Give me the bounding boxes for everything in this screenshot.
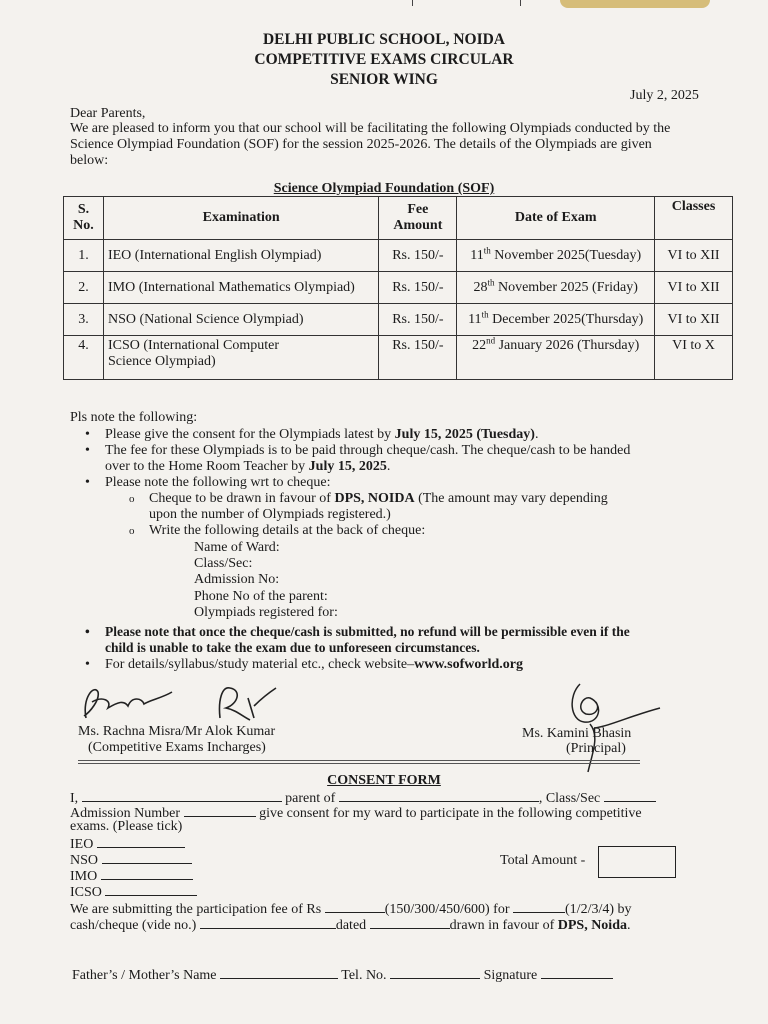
circular-title: COMPETITIVE EXAMS CIRCULAR [254, 51, 514, 68]
option-ieo: IEO [70, 835, 185, 853]
cheque-number-field[interactable] [200, 916, 336, 929]
signature-field[interactable] [541, 966, 613, 979]
tel-field[interactable] [390, 966, 480, 979]
guardian-name-field[interactable] [220, 966, 338, 979]
edge-mark [520, 0, 521, 6]
wing-title: SENIOR WING [330, 71, 438, 88]
ieo-tick-field[interactable] [97, 835, 185, 848]
cell-classes: VI to XII [655, 240, 733, 272]
cell-sno: 4. [64, 336, 104, 380]
cell-classes: VI to XII [655, 272, 733, 304]
intro-line: Science Olympiad Foundation (SOF) for the session 2025-2026. The details of the Olympiads are given [70, 137, 652, 152]
refund-note-cont: child is unable to take the exam due to unforeseen circumstances. [105, 640, 480, 655]
header-sno: S. No. [64, 197, 104, 240]
incharge-names: Ms. Rachna Misra/Mr Alok Kumar [78, 724, 276, 739]
option-nso: NSO [70, 851, 192, 869]
consent-tick-prompt: exams. (Please tick) [70, 819, 183, 834]
consent-line-2: Admission Number give consent for my ward to participate in the following competitive [70, 806, 642, 821]
cell-classes: VI to XII [655, 304, 733, 336]
salutation: Dear Parents, [70, 106, 146, 121]
principal-role: (Principal) [566, 741, 626, 756]
signature-line: Father’s / Mother’s Name Tel. No. Signature [72, 966, 613, 984]
cheque-subpoint-cont: upon the number of Olympiads registered.) [149, 507, 391, 522]
intro-line: below: [70, 153, 109, 168]
incharge-role: (Competitive Exams Incharges) [88, 740, 266, 755]
olympiad-count-field[interactable] [513, 900, 565, 913]
option-imo: IMO [70, 867, 193, 885]
cheque-detail: Name of Ward: [194, 540, 280, 555]
cell-fee: Rs. 150/- [379, 304, 457, 336]
cell-fee: Rs. 150/- [379, 272, 457, 304]
consent-title: CONSENT FORM [327, 773, 441, 788]
cheque-detail: Admission No: [194, 572, 280, 587]
cheque-date-field[interactable] [370, 916, 450, 929]
cheque-subpoint: o Cheque to be drawn in favour of DPS, NOIDA (The amount may vary depending [149, 491, 608, 507]
cell-sno: 2. [64, 272, 104, 304]
parent-name-field[interactable] [82, 789, 282, 802]
cell-sno: 3. [64, 304, 104, 336]
header-fee: Fee Amount [379, 197, 457, 240]
header-classes: Classes [655, 197, 733, 240]
table-row [64, 336, 733, 380]
top-edge-decoration [560, 0, 710, 8]
imo-tick-field[interactable] [101, 867, 193, 880]
cell-exam: IEO (International English Olympiad) [103, 240, 378, 272]
school-name: DELHI PUBLIC SCHOOL, NOIDA [262, 31, 505, 48]
note-bullet-cont: over to the Home Room Teacher by July 15, 2025. [105, 459, 391, 474]
cell-date: 11th November 2025(Tuesday) [457, 240, 655, 272]
refund-note: • Please note that once the cheque/cash is submitted, no refund will be permissible even if the [105, 624, 630, 640]
table-row [64, 272, 733, 304]
principal-name: Ms. Kamini Bhasin [522, 726, 632, 741]
cell-date: 22nd January 2026 (Thursday) [457, 336, 655, 380]
note-bullet: • The fee for these Olympiads is to be paid through cheque/cash. The cheque/cash to be handed [105, 443, 630, 459]
intro-line: We are pleased to inform you that our school will be facilitating the following Olympiads conducted by the [70, 121, 671, 136]
header-date: Date of Exam [457, 197, 655, 240]
cell-exam: ICSO (International Computer Science Olympiad) [103, 336, 378, 380]
table-header-row [64, 197, 733, 240]
cheque-detail: Olympiads registered for: [194, 605, 338, 620]
nso-tick-field[interactable] [102, 851, 192, 864]
cell-date: 28th November 2025 (Friday) [457, 272, 655, 304]
class-sec-field[interactable] [604, 789, 656, 802]
total-amount-label: Total Amount - [500, 853, 586, 868]
fee-line: We are submitting the participation fee of Rs (150/300/450/600) for (1/2/3/4) by [70, 902, 632, 917]
cheque-detail: Class/Sec: [194, 556, 253, 571]
note-bullet: • Please give the consent for the Olympiads latest by July 15, 2025 (Tuesday). [105, 427, 538, 443]
website-note: • For details/syllabus/study material etc., check website–www.sofworld.org [105, 657, 523, 673]
cell-fee: Rs. 150/- [379, 240, 457, 272]
cell-exam: IMO (International Mathematics Olympiad) [103, 272, 378, 304]
header-exam: Examination [103, 197, 378, 240]
cheque-subpoint: o Write the following details at the back of cheque: [149, 523, 425, 539]
table-caption: Science Olympiad Foundation (SOF) [273, 181, 495, 196]
table-row [64, 240, 733, 272]
cell-fee: Rs. 150/- [379, 336, 457, 380]
notes-lead: Pls note the following: [70, 410, 198, 425]
cell-exam: NSO (National Science Olympiad) [103, 304, 378, 336]
option-icso: ICSO [70, 883, 197, 901]
cheque-detail: Phone No of the parent: [194, 589, 328, 604]
incharge-signatures [72, 678, 302, 728]
admission-number-field[interactable] [184, 804, 256, 817]
cheque-line: cash/cheque (vide no.) dated drawn in favour of DPS, Noida. [70, 918, 631, 933]
cell-sno: 1. [64, 240, 104, 272]
consent-line-1: I, parent of , Class/Sec [70, 789, 656, 807]
section-divider [78, 760, 640, 761]
cell-date: 11th December 2025(Thursday) [457, 304, 655, 336]
table-row [64, 304, 733, 336]
cell-classes: VI to X [655, 336, 733, 380]
edge-mark [412, 0, 413, 6]
icso-tick-field[interactable] [105, 883, 197, 896]
circular-date: July 2, 2025 [630, 88, 699, 103]
note-bullet: • Please note the following wrt to cheque: [105, 475, 331, 491]
ward-name-field[interactable] [339, 789, 539, 802]
fee-amount-field[interactable] [325, 900, 385, 913]
olympiad-table [63, 196, 733, 380]
total-amount-box[interactable] [598, 846, 676, 878]
section-divider [78, 763, 640, 764]
